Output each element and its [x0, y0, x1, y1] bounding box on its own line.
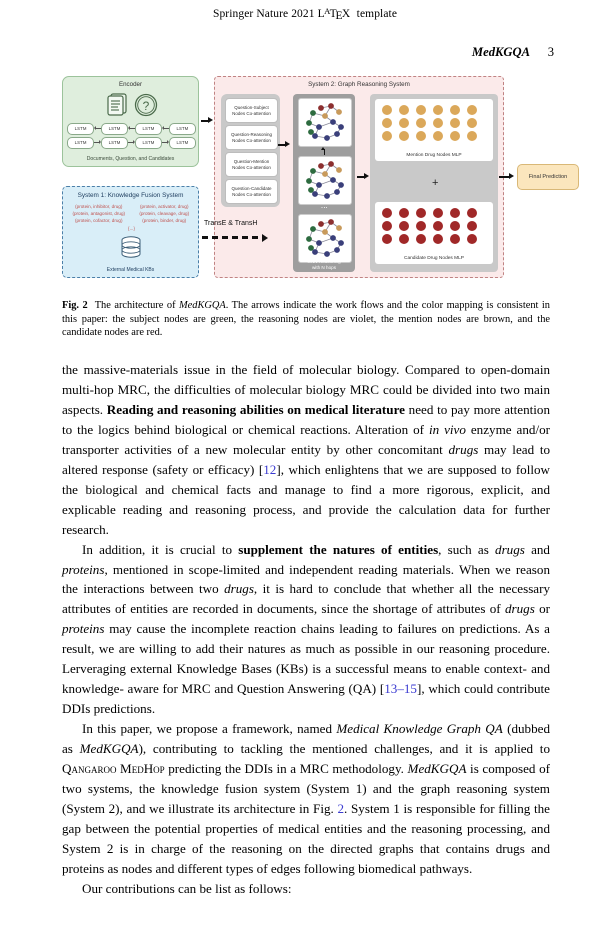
p2-part8: ], which could contribute DDIs predictions. [62, 681, 550, 717]
candidate-node-dot [433, 234, 443, 244]
p3-part2: (dubbed as [62, 721, 550, 757]
gnn-caption-line-2: with N hops [311, 264, 336, 270]
p2-part2: , such as [438, 541, 496, 557]
mention-drug-nodes-card [375, 99, 493, 161]
coattention-line-2: Nodes Co-attention [232, 110, 271, 116]
encoder-lstm-row-1 [67, 123, 196, 134]
coattention-line-1: Question-Candidate [231, 185, 272, 191]
triple-item: (protein, antagonist, drug) [72, 211, 126, 217]
paragraph-1 [62, 360, 550, 540]
p3-part4: predicting the DDIs in a MRC methodology. [164, 761, 408, 777]
arrow-right-icon [162, 139, 169, 146]
lstm-cell: LSTM [169, 123, 196, 135]
candidate-node-dot [399, 234, 409, 244]
p2-bold1: supplement the natures of entities [238, 541, 439, 557]
upward-arrow-icon [321, 147, 327, 155]
figure-reference-link[interactable]: 2 [337, 800, 345, 816]
candidate-node-dot [416, 208, 426, 218]
triple-item: (protein, inhibitor, drug) [75, 204, 123, 209]
candidate-drug-nodes-card [375, 202, 493, 264]
candidate-node-dot [467, 234, 477, 244]
lstm-cell: LSTM [169, 137, 196, 149]
latex-logo: $L^ATEX$ [317, 6, 351, 22]
folio-journal-name: MedKGQA [471, 45, 530, 59]
candidate-node-dot [433, 208, 443, 218]
candidate-node-dot [382, 208, 392, 218]
database-icon [118, 235, 144, 266]
transe-transh-label: TransE & TransH [204, 220, 258, 227]
triple-item: (protein, cofactor, drug) [75, 218, 123, 224]
mention-node-dot [416, 131, 426, 141]
p1-part2: need to pay more attention to the logics behind biological or chemical reactions. Alteration of [62, 401, 551, 437]
p3-italic3: MedKGQA [407, 761, 467, 777]
p2-part3: and [524, 541, 550, 557]
candidate-node-dot [382, 221, 392, 231]
triple-item: (protein, activator, drug) [139, 204, 189, 209]
coattention-module [225, 152, 278, 177]
arrow-right-icon [128, 139, 135, 146]
triple-ellipsis: {...} [128, 225, 135, 231]
figure-caption-italic-1: MedKGQA [179, 300, 226, 311]
figure-caption [62, 299, 550, 340]
lstm-cell: LSTM [67, 137, 94, 149]
mention-node-dot [433, 105, 443, 115]
candidate-dot-grid [382, 208, 486, 244]
p3-part6: . System 1 is responsible for filling the gap between the potential properties of medical entities and the reasoning processing, and System 2 is in charge of the reasoning on the directed graphs that contains drugs and proteins as nodes and different types of edges following biomedical pathways. [62, 800, 550, 876]
gnn-caption [293, 259, 355, 270]
arrow-system1-to-system2 [202, 233, 268, 243]
mention-node-dot [416, 105, 426, 115]
p2-part7: may cause the incomplete reaction chains leading to failures on predictions. As a result, we are willing to add their natures as much as possible in our reasoning procedure. Lerveraging external Knowledge Bases (KBs) is a successful means to enable context- and knowledge- aware for MRC and Question Answering (QA) [ [62, 621, 550, 697]
mention-node-dot [399, 131, 409, 141]
p2-italic4: drugs [504, 601, 535, 617]
mention-node-dot [399, 118, 409, 128]
arrow-left-icon [162, 125, 169, 132]
mention-node-dot [467, 105, 477, 115]
encoder-lstm-row-2 [67, 137, 196, 148]
coattention-module [225, 179, 278, 204]
plus-operator: + [432, 177, 439, 189]
coattention-panel [221, 94, 280, 207]
triple-item: (protein, cleavage, drug) [139, 211, 190, 217]
mention-node-dot [450, 105, 460, 115]
arrow-coattention-to-gnn [278, 140, 290, 150]
candidate-node-dot [450, 208, 460, 218]
folio [0, 45, 610, 61]
mention-node-dot [399, 105, 409, 115]
candidate-node-dot [467, 208, 477, 218]
p3-part3: ), contributing to tackling the mentioned challenges, and it is applied to [138, 741, 550, 757]
question-mark-icon [133, 92, 159, 118]
candidate-node-dot [450, 234, 460, 244]
mention-node-dot [416, 118, 426, 128]
p3-italic2: MedKGQA [79, 741, 139, 757]
p2-part4: , mentioned in scope-limited and independent reading materials. When we reason the interactions between two [62, 561, 550, 597]
p2-italic3: drugs [224, 581, 254, 597]
candidate-node-dot [399, 208, 409, 218]
candidate-node-dot [399, 221, 409, 231]
figure-caption-label: Fig. 2 [62, 300, 88, 311]
candidate-node-dot [467, 221, 477, 231]
p2-part5: , it is hard to conclude that whether all the necessary attributes of entities are recorded in documents, since the shortage of attributes of [62, 581, 551, 617]
coattention-line-2: Nodes Co-attention [232, 164, 271, 170]
mention-dot-grid [382, 105, 486, 141]
coattention-line-2: Nodes Co-attention [232, 137, 271, 143]
arrow-gnn-to-mlp [357, 172, 369, 182]
citation-link[interactable]: 12 [263, 461, 277, 477]
mention-node-dot [433, 131, 443, 141]
mention-node-dot [382, 131, 392, 141]
lstm-cell: LSTM [135, 137, 162, 149]
candidate-node-dot [416, 221, 426, 231]
mention-node-dot [433, 118, 443, 128]
final-prediction-box: Final Prediction [517, 164, 579, 190]
p1-italic2: drugs [448, 441, 479, 457]
mention-node-dot [382, 105, 392, 115]
triple-item: (protein, binder, drug) [142, 218, 187, 224]
coattention-module [225, 125, 278, 150]
citation-link[interactable]: 13–15 [384, 681, 417, 697]
p3-part5: is composed of two systems, the knowledge fusion system (System 1) and the graph reasoning system (System 2), and we illustrate its architecture in Fig. [62, 761, 550, 816]
system1-title: System 1: Knowledge Fusion System [77, 192, 184, 199]
candidate-node-dot [433, 221, 443, 231]
mlp-panel [370, 94, 498, 272]
encoder-title: Encoder [118, 81, 143, 88]
system1-triples [66, 203, 197, 232]
coattention-module [225, 98, 278, 123]
arrow-right-icon [94, 139, 101, 146]
figure-caption-text-2: . The arrows indicate the work flows and the color mapping is consistent in this paper: the subject nodes are green, the reasoning nodes are violet, the mention nodes are brown, and the candidate nodes are red. [62, 300, 550, 339]
vertical-ellipsis-icon: ⋮ [320, 204, 328, 211]
mention-node-dot [450, 118, 460, 128]
p1-italic1: in vivo [428, 421, 466, 437]
graph-snapshot [298, 156, 352, 205]
candidate-node-dot [382, 234, 392, 244]
lstm-cell: LSTM [135, 123, 162, 135]
p3-italic1: Medical Knowledge Graph QA [336, 721, 503, 737]
lstm-cell: LSTM [101, 137, 128, 149]
arrow-encoder-to-system2 [201, 116, 213, 126]
encoder-caption: Documents, Question, and Candidates [86, 156, 175, 162]
paragraph-4: Our contributions can be list as follows: [82, 880, 292, 896]
candidate-node-dot [416, 234, 426, 244]
arrow-mlp-to-final-prediction [499, 172, 514, 182]
graph-snapshot [298, 214, 352, 263]
candidate-node-dot [450, 221, 460, 231]
body-text [62, 360, 550, 899]
p2-italic2: proteins [62, 561, 105, 577]
mention-node-dot [382, 118, 392, 128]
mention-node-dot [467, 118, 477, 128]
coattention-line-1: Question-Mention [233, 158, 270, 164]
paragraph-2 [62, 540, 550, 720]
p2-part1: In addition, it is crucial to [82, 541, 239, 557]
figure-2-architecture [62, 72, 568, 280]
p3-smallcaps1: Qangaroo MedHop [62, 761, 165, 777]
mention-node-dot [467, 131, 477, 141]
coattention-line-2: Nodes Co-attention [232, 191, 271, 197]
system2-title: System 2: Graph Reasoning System [308, 81, 410, 88]
coattention-line-1: Question-Reasoning [230, 131, 273, 137]
p1-part4: may lead to altered response (safety or efficacy) [ [62, 441, 551, 477]
figure-caption-text-1: The architecture of [94, 300, 180, 311]
p1-part5: ], which enlightens that we are supposed to follow the biological and chemical facts and manage to find a more rigorous, explicit, and explicable reading and reasoning process, and provide the calculation data for further research. [62, 461, 551, 537]
running-head-prefix: Springer Nature 2021 [212, 8, 318, 20]
mention-node-dot [450, 131, 460, 141]
encoder-block [62, 76, 199, 167]
system1-knowledge-fusion-block [62, 186, 199, 278]
running-head-suffix: template [353, 8, 398, 20]
p3-part1: In this paper, we propose a framework, named [82, 721, 337, 737]
folio-page-number: 3 [547, 45, 554, 59]
documents-icon [103, 92, 131, 118]
lstm-cell: LSTM [101, 123, 128, 135]
svg-text:?: ? [142, 99, 149, 113]
candidate-mlp-caption: Candidate Drug Nodes MLP [404, 256, 464, 261]
system1-caption: External Medical KBs [106, 267, 155, 273]
p2-italic5: proteins [62, 621, 105, 637]
gnn-caption-line-1: GNN Reasoning [307, 259, 341, 265]
arrow-left-icon [128, 125, 135, 132]
arrow-left-icon [94, 125, 101, 132]
gnn-reasoning-panel [293, 94, 355, 272]
p1-bold1: Reading and reasoning abilities on medical literature [106, 401, 405, 417]
graph-snapshot [298, 98, 352, 147]
mention-mlp-caption: Mention Drug Nodes MLP [406, 153, 462, 158]
coattention-line-1: Question-Subject [234, 104, 269, 110]
p2-part6: or [534, 601, 550, 617]
encoder-icons [63, 90, 198, 120]
p2-italic1: drugs [495, 541, 525, 557]
paragraph-3 [62, 719, 550, 879]
running-head [0, 8, 610, 20]
p1-part3: enzyme and/or transporter activities of a new molecular entity by other concomitant [62, 421, 550, 457]
p1-part1: the massive-materials issue in the field of molecular biology. Compared to open-domain multi-hop MRC, the difficulties of molecular biology MRC could be divided into two main aspects. [62, 362, 550, 417]
lstm-cell: LSTM [67, 123, 94, 135]
